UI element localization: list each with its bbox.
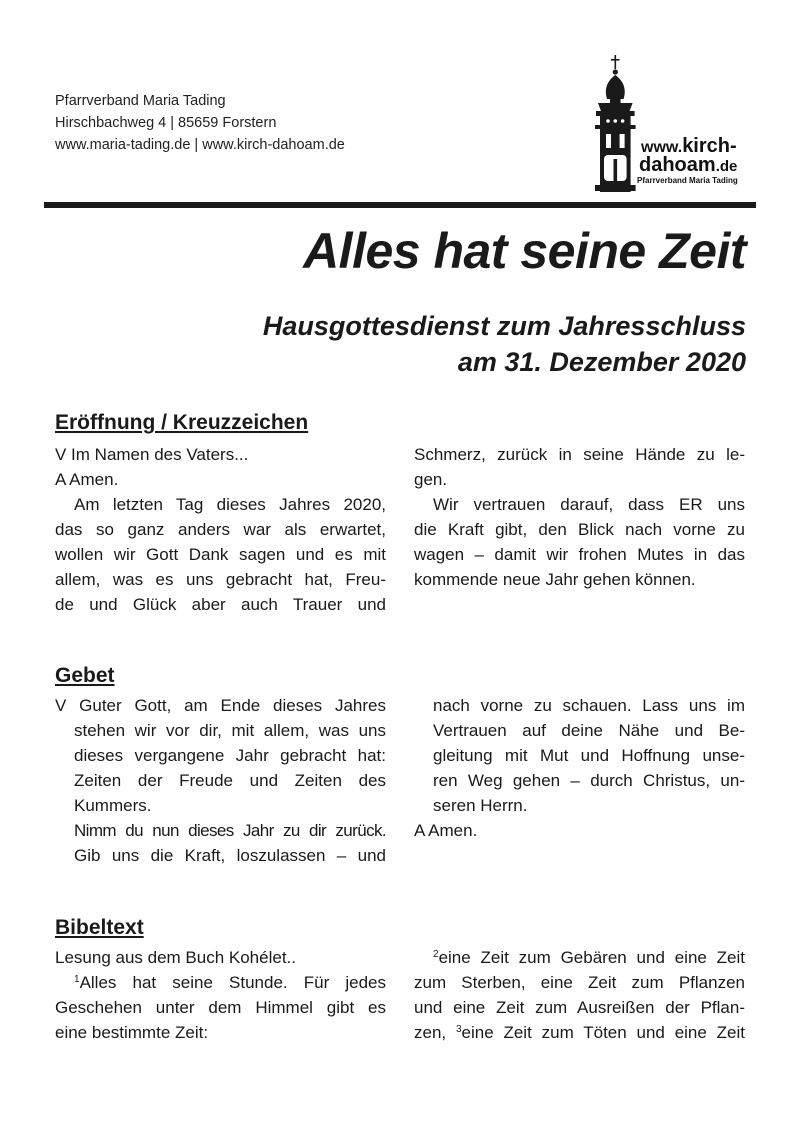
text-line: Kummers. [74, 796, 152, 815]
verse-text: Alles hat seine Stunde. Für jedes [79, 973, 386, 992]
text-line: Zeiten der Freude und Zeiten des [74, 771, 386, 790]
text-line: Lesung aus dem Buch Kohélet.. [55, 948, 296, 967]
text-line: wollen wir Gott Dank sagen und es mit [55, 545, 386, 564]
section-heading-gebet: Gebet [55, 664, 115, 687]
subtitle-line-2: am 31. Dezember 2020 [457, 347, 746, 377]
logo-www: www. [641, 139, 683, 156]
text-line: allem, was es uns gebracht hat, Freu- [55, 570, 386, 589]
verse-text: eine Zeit zum Gebären und eine Zeit [438, 948, 745, 967]
text-line [414, 1020, 745, 1045]
parish-address [55, 90, 345, 156]
parish-name: Pfarrverband Maria Tading [55, 93, 226, 109]
text-line: de und Glück aber auch Trauer und [55, 595, 386, 614]
section-heading-eroeffnung: Eröffnung / Kreuzzeichen [55, 411, 309, 434]
text-line: und eine Zeit zum Ausreißen der Pflan- [414, 998, 745, 1017]
kirch-dahoam-logo [592, 55, 752, 195]
text-line: Schmerz, zurück in seine Hände zu le- [414, 445, 745, 464]
text-line [433, 945, 745, 970]
logo-tld: .de [715, 158, 738, 175]
text-line: V Im Namen des Vaters... [55, 445, 249, 464]
text-line: Gib uns die Kraft, loszulassen – und [74, 846, 386, 865]
text-line: zum Sterben, eine Zeit zum Pflanzen [414, 973, 745, 992]
text-line: Vertrauen auf deine Nähe und Be- [433, 721, 745, 740]
section-heading-bibeltext: Bibeltext [55, 916, 144, 939]
verse-number: 1 [74, 974, 80, 985]
logo-line-3: Pfarrverband Maria Tading [637, 176, 738, 185]
text-line: stehen wir vor dir, mit allem, was uns [74, 721, 386, 740]
page-title: Alles hat seine Zeit [303, 223, 746, 279]
text-line: kommende neue Jahr gehen können. [414, 570, 696, 589]
text-line: Nimm du nun dieses Jahr zu dir zurück. [74, 821, 386, 840]
verse-text: zen, [414, 1023, 456, 1042]
text-line: dieses vergangene Jahr gebracht hat: [74, 746, 386, 765]
text-line: nach vorne zu schauen. Lass uns im [433, 696, 745, 715]
verse-number: 2 [433, 949, 439, 960]
verse-number: 3 [455, 1024, 462, 1035]
text-line: seren Herrn. [433, 796, 528, 815]
text-line: ren Weg gehen – durch Christus, un- [433, 771, 745, 790]
text-line: A Amen. [55, 470, 119, 489]
parish-street: Hirschbachweg 4 | 85659 Forstern [55, 115, 277, 131]
text-line: V Guter Gott, am Ende dieses Jahres [55, 696, 386, 715]
parish-websites: www.maria-tading.de | www.kirch-dahoam.de [55, 137, 345, 153]
text-line: gen. [414, 470, 448, 489]
text-line: Wir vertrauen darauf, dass ER uns [433, 495, 745, 514]
text-line [74, 970, 386, 995]
page-subtitle [263, 308, 746, 380]
verse-text: eine Zeit zum Töten und eine Zeit [461, 1023, 745, 1042]
logo-kirch: kirch- [682, 135, 737, 157]
logo-dahoam: dahoam [639, 154, 716, 176]
text-line: Geschehen unter dem Himmel gibt es [55, 998, 386, 1017]
text-line: das so ganz anders war als erwartet, [55, 520, 386, 539]
text-line: eine bestimmte Zeit: [55, 1023, 209, 1042]
text-line: die Kraft gibt, den Blick nach vorne zu [414, 520, 745, 539]
text-line: Am letzten Tag dieses Jahres 2020, [74, 495, 386, 514]
text-line: gleitung mit Mut und Hoffnung unse- [433, 746, 745, 765]
text-line: wagen – damit wir frohen Mutes in das [414, 545, 745, 564]
header-rule [44, 202, 756, 208]
church-tower-icon [592, 55, 642, 193]
subtitle-line-1: Hausgottesdienst zum Jahresschluss [262, 311, 746, 341]
logo-line-2 [639, 154, 737, 177]
text-line: A Amen. [414, 821, 478, 840]
